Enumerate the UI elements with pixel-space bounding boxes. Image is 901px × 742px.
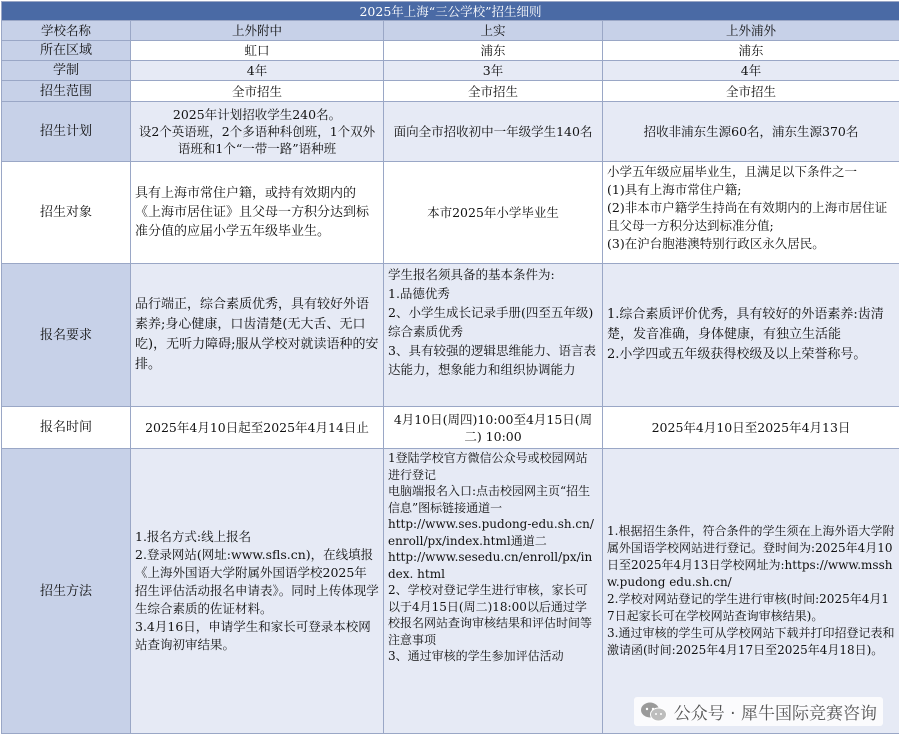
admission-table-page — [1, 1, 899, 742]
method-row — [2, 449, 900, 734]
target-msshw — [603, 162, 900, 264]
requirement-msshw-line: 1.综合素质评价优秀，具有较好的外语素养:齿清楚，发音准确，身体健康，有独立生活能 — [607, 307, 884, 342]
method-msshw-line: 2.学校对网站登记的学生进行审核(时间:2025年4月17日起家长可在学校网站查询审核结果)。 — [607, 592, 889, 623]
requirement-ses-line: 2、小学生成长记录手册(四至五年级)综合素质优秀 — [388, 305, 594, 339]
requirement-label: 报名要求 — [2, 264, 131, 407]
scope-msshw: 全市招生 — [603, 81, 900, 102]
method-label: 招生方法 — [2, 449, 131, 734]
table-title: 2025年上海“三公学校”招生细则 — [2, 2, 900, 21]
school-ses-header: 上实 — [384, 21, 603, 41]
plan-ses: 面向全市招收初中一年级学生140名 — [384, 102, 603, 162]
method-ses-line: 3、通过审核的学生参加评估活动 — [388, 649, 564, 663]
watermark-text: 公众号 · 犀牛国际竞赛咨询 — [673, 704, 877, 724]
target-msshw-line: (2)非本市户籍学生持尚在有效期内的上海市居住证且父母一方积分达到标准分值; — [607, 200, 888, 233]
target-ses: 本市2025年小学毕业生 — [384, 162, 603, 264]
duration-sfls: 4年 — [131, 61, 384, 81]
district-sfls: 虹口 — [131, 41, 384, 61]
plan-sfls-line: 设2个英语班，2个多语种科创班，1个双外语班和1个“一带一路”语种班 — [138, 124, 376, 156]
scope-row — [2, 81, 900, 102]
method-ses-line: 电脑端报名入口:点击校园网主页“招生信息”图标链接通道一 — [388, 484, 591, 515]
time-sfls: 2025年4月10日起至2025年4月14日止 — [131, 407, 384, 449]
duration-msshw: 4年 — [603, 61, 900, 81]
target-msshw-line: (3)在沪台胞港澳特别行政区永久居民。 — [607, 236, 825, 251]
requirement-msshw-line: 2.小学四或五年级获得校级及以上荣誉称号。 — [607, 347, 867, 362]
method-ses-line: 2、学校对登记学生进行审核，家长可以于4月15日(周二)18:00以后通过学校报名网站查询审核结果和评估时间等注意事项 — [388, 583, 593, 647]
method-msshw-line: 1.根据招生条件，符合条件的学生须在上海外语大学附属外国语学校网站进行登记。登时间为:2025年4月10日至2025年4月13日学校网址为:https://www.msshw.pudong edu.sh.cn/ — [607, 524, 895, 589]
plan-label: 招生计划 — [2, 102, 131, 162]
district-ses: 浦东 — [384, 41, 603, 61]
wechat-icon — [640, 701, 668, 723]
watermark — [634, 697, 883, 726]
school-msshw-header: 上外浦外 — [603, 21, 900, 41]
requirement-ses-line: 3、具有较强的逻辑思维能力、语言表达能力，想象能力和组织协调能力 — [388, 343, 596, 377]
method-ses-line: http://www.ses.pudong-edu.sh.cn/enroll/px/index.html通道二 — [388, 517, 594, 548]
plan-sfls — [131, 102, 384, 162]
method-msshw-line: 3.通过审核的学生可从学校网站下载并打印招登记表和激请函(时间:2025年4月17日至2025年4月18日)。 — [607, 626, 895, 657]
district-label: 所在区域 — [2, 41, 131, 61]
method-ses — [384, 449, 603, 734]
target-row — [2, 162, 900, 264]
time-label: 报名时间 — [2, 407, 131, 449]
requirement-ses-line: 1.品德优秀 — [388, 286, 450, 301]
requirement-ses — [384, 264, 603, 407]
school-sfls-header: 上外附中 — [131, 21, 384, 41]
method-msshw — [603, 449, 900, 734]
method-sfls-line: 1.报名方式:线上报名 — [135, 529, 252, 544]
method-ses-line: http://www.sesedu.cn/enroll/px/index. html — [388, 550, 593, 581]
method-sfls — [131, 449, 384, 734]
requirement-msshw — [603, 264, 900, 407]
header-row — [2, 21, 900, 41]
school-name-label: 学校名称 — [2, 21, 131, 41]
time-row — [2, 407, 900, 449]
plan-sfls-line: 2025年计划招收学生240名。 — [172, 107, 342, 122]
duration-ses: 3年 — [384, 61, 603, 81]
method-sfls-line: 2.登录网站(网址:www.sfls.cn)，在线填报《上海外国语大学附属外国语学校2025年招生评估活动报名申请表》。同时上传体现学生综合素质的佐证材料。 — [135, 547, 379, 616]
target-sfls: 具有上海市常住户籍，或持有效期内的《上海市居住证》且父母一方积分达到标准分值的应届小学五年级毕业生。 — [131, 162, 384, 264]
district-row — [2, 41, 900, 61]
plan-msshw: 招收非浦东生源60名，浦东生源370名 — [603, 102, 900, 162]
plan-row — [2, 102, 900, 162]
admission-table — [1, 1, 899, 734]
requirement-ses-line: 学生报名须具备的基本条件为: — [388, 267, 555, 282]
target-msshw-line: (1)具有上海市常住户籍; — [607, 182, 742, 197]
duration-row — [2, 61, 900, 81]
scope-ses: 全市招生 — [384, 81, 603, 102]
time-ses: 4月10日(周四)10:00至4月15日(周二) 10:00 — [384, 407, 603, 449]
target-label: 招生对象 — [2, 162, 131, 264]
scope-label: 招生范围 — [2, 81, 131, 102]
method-ses-line: 1登陆学校官方微信公众号或校园网站进行登记 — [388, 451, 588, 482]
method-sfls-line: 3.4月16日，申请学生和家长可登录本校网站查询初审结果。 — [135, 619, 371, 652]
scope-sfls: 全市招生 — [131, 81, 384, 102]
requirement-sfls: 品行端正，综合素质优秀，具有较好外语素养;身心健康，口齿清楚(无大舌、无口吃)，无听力障碍;服从学校对就读语种的安排。 — [131, 264, 384, 407]
requirement-row — [2, 264, 900, 407]
district-msshw: 浦东 — [603, 41, 900, 61]
time-msshw: 2025年4月10日至2025年4月13日 — [603, 407, 900, 449]
target-msshw-line: 小学五年级应届毕业生，且满足以下条件之一 — [607, 164, 858, 179]
duration-label: 学制 — [2, 61, 131, 81]
